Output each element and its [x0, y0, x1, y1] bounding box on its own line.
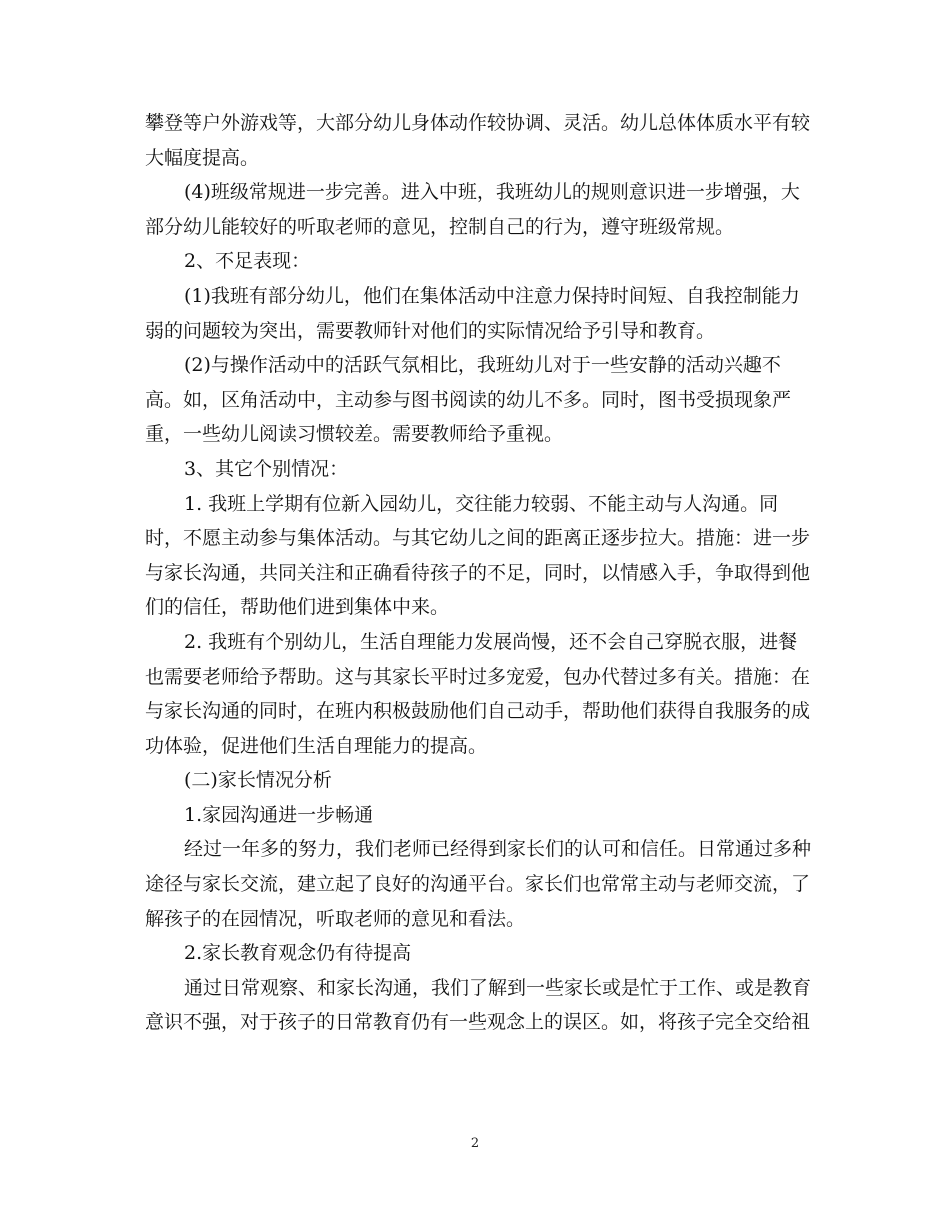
paragraph-start: 1. 我班上学期有位新入园幼儿，交往能力较弱、不能主动与人沟通。同 [184, 492, 779, 515]
text-line: 高。如，区角活动中，主动参与图书阅读的幼儿不多。同时，图书受损现象严 [145, 388, 792, 411]
section-heading: (二)家长情况分析 [184, 769, 332, 792]
text-line: 大幅度提高。 [145, 146, 260, 169]
text-line: 与家长沟通，共同关注和正确看待孩子的不足，同时，以情感入手，争取得到他 [145, 561, 811, 584]
section-heading: 2、不足表现： [184, 250, 311, 273]
text-line: 解孩子的在园情况，听取老师的意见和看法。 [145, 907, 526, 930]
text-line: 功体验，促进他们生活自理能力的提高。 [145, 734, 488, 757]
paragraph-start: 2. 我班有个别幼儿，生活自理能力发展尚慢，还不会自己穿脱衣服，进餐 [184, 630, 798, 653]
page-number: 2 [470, 1136, 480, 1151]
paragraph-start: (4)班级常规进一步完善。进入中班，我班幼儿的规则意识进一步增强，大 [184, 181, 800, 204]
text-line: 也需要老师给予帮助。这与其家长平时过多宠爱，包办代替过多有关。措施：在 [145, 665, 811, 688]
text-line: 部分幼儿能较好的听取老师的意见，控制自己的行为，遵守班级常规。 [145, 215, 735, 238]
text-line: 攀登等户外游戏等，大部分幼儿身体动作较协调、灵活。幼儿总体体质水平有较 [145, 112, 811, 134]
text-line: 弱的问题较为突出，需要教师针对他们的实际情况给予引导和教育。 [145, 319, 716, 342]
text-line: 意识不强，对于孩子的日常教育仍有一些观念上的误区。如，将孩子完全交给祖 [145, 1011, 811, 1034]
text-line: 与家长沟通的同时，在班内积极鼓励他们自己动手，帮助他们获得自我服务的成 [145, 700, 811, 723]
text-line: 重，一些幼儿阅读习惯较差。需要教师给予重视。 [145, 423, 564, 446]
document-body [145, 106, 812, 1040]
section-heading: 3、其它个别情况： [184, 457, 349, 480]
text-line: 们的信任，帮助他们进到集体中来。 [145, 596, 450, 619]
paragraph-start: 经过一年多的努力，我们老师已经得到家长们的认可和信任。日常通过多种 [184, 838, 812, 861]
text-line: 途径与家长交流，建立起了良好的沟通平台。家长们也常常主动与老师交流，了 [145, 873, 811, 896]
text-line: 时，不愿主动参与集体活动。与其它幼儿之间的距离正逐步拉大。措施：进一步 [145, 527, 811, 550]
paragraph-start: (2)与操作活动中的活跃气氛相比，我班幼儿对于一些安静的活动兴趣不 [184, 354, 781, 377]
subsection-heading: 2.家长教育观念仍有待提高 [184, 942, 412, 965]
paragraph-start: (1)我班有部分幼儿，他们在集体活动中注意力保持时间短、自我控制能力 [184, 284, 800, 307]
paragraph-start: 通过日常观察、和家长沟通，我们了解到一些家长或是忙于工作、或是教育 [184, 976, 812, 999]
subsection-heading: 1.家园沟通进一步畅通 [184, 803, 374, 826]
